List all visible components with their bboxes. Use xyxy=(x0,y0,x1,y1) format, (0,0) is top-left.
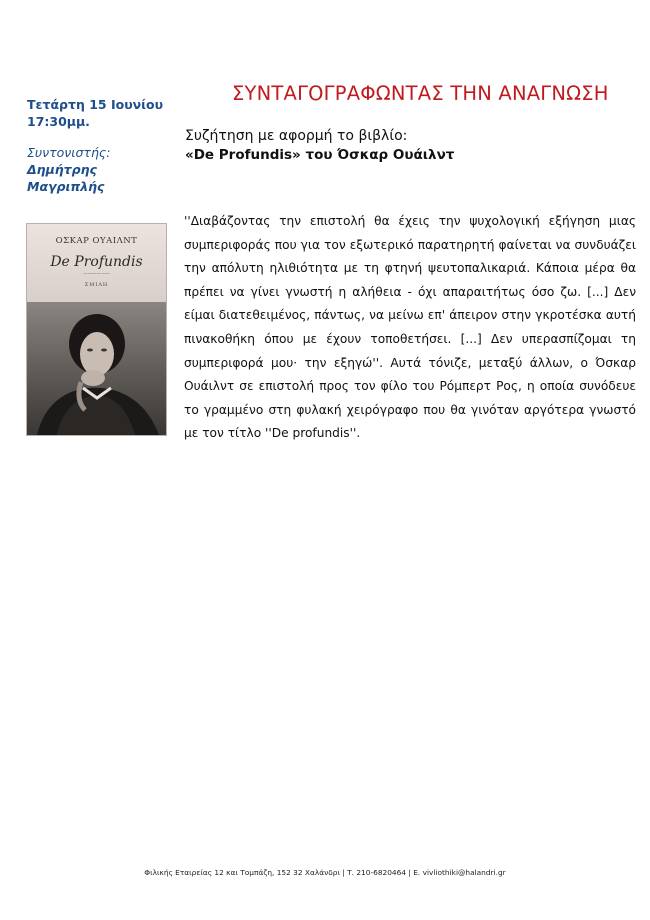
cover-subline: —————— xyxy=(83,272,110,277)
moderator-label: Συντονιστής: xyxy=(27,145,111,160)
author-portrait xyxy=(27,302,166,435)
cover-author: ΟΣΚΑΡ ΟΥΑΙΛΝΤ xyxy=(55,236,138,246)
event-subtitle xyxy=(185,127,454,165)
cover-title: De Profundis xyxy=(50,254,143,270)
cover-publisher: ΣΜΙΛΗ xyxy=(84,282,109,288)
event-date: Τετάρτη 15 Ιουνίου xyxy=(27,97,164,112)
event-time: 17:30μμ. xyxy=(27,114,90,129)
book-cover-header xyxy=(27,224,166,302)
book-quote: ''Διαβάζοντας την επιστολή θα έχεις την ψυχολογική εξήγηση μιας συμπεριφοράς που για τον εξωτερικό παρατηρητή φαίνεται να συνδυάζει την απόλυτη ηλιθιότητα με τη φτηνή ψευτοπαλικαριά. Κάποια μέρα θα πρέπει να γίνει γνωστή η αλήθεια - όχι απαραιτήτως όσο ζω. [...] Δεν είμαι διατεθειμένος, πάντως, να μείνω επ' άπειρον στην γκροτέσκα αυτή πινακοθήκη όπου με έχουν τοποθετήσει. [...] Δεν υπερασπίζομαι τη συμπεριφορά μου· την εξηγώ''. Αυτά τόνιζε, μεταξύ άλλων, ο Όσκαρ Ουάιλντ σε επιστολή προς τον φίλο του Ρόμπερτ Ρος, η οποία συνόδευε το γραμμένο στη φυλακή χειρόγραφο που θα γινόταν αργότερα γνωστό με τον τίτλο ''De profundis''. xyxy=(184,214,636,441)
book-cover-image xyxy=(26,223,167,436)
event-info xyxy=(27,96,177,195)
moderator-name: Δημήτρης Μαγριπλής xyxy=(27,162,105,194)
subtitle-intro: Συζήτηση με αφορμή το βιβλίο: xyxy=(185,128,408,144)
subtitle-book: «De Profundis» του Όσκαρ Ουάιλντ xyxy=(185,147,455,163)
event-title: ΣΥΝΤΑΓΟΓΡΑΦΩΝΤΑΣ ΤΗΝ ΑΝΑΓΝΩΣΗ xyxy=(232,82,609,105)
contact-footer: Φιλικής Εταιρείας 12 και Τομπάζη, 152 32 Χαλάνδρι | Τ. 210-6820464 | Ε. vivliothiki@halandri.gr xyxy=(144,868,506,877)
